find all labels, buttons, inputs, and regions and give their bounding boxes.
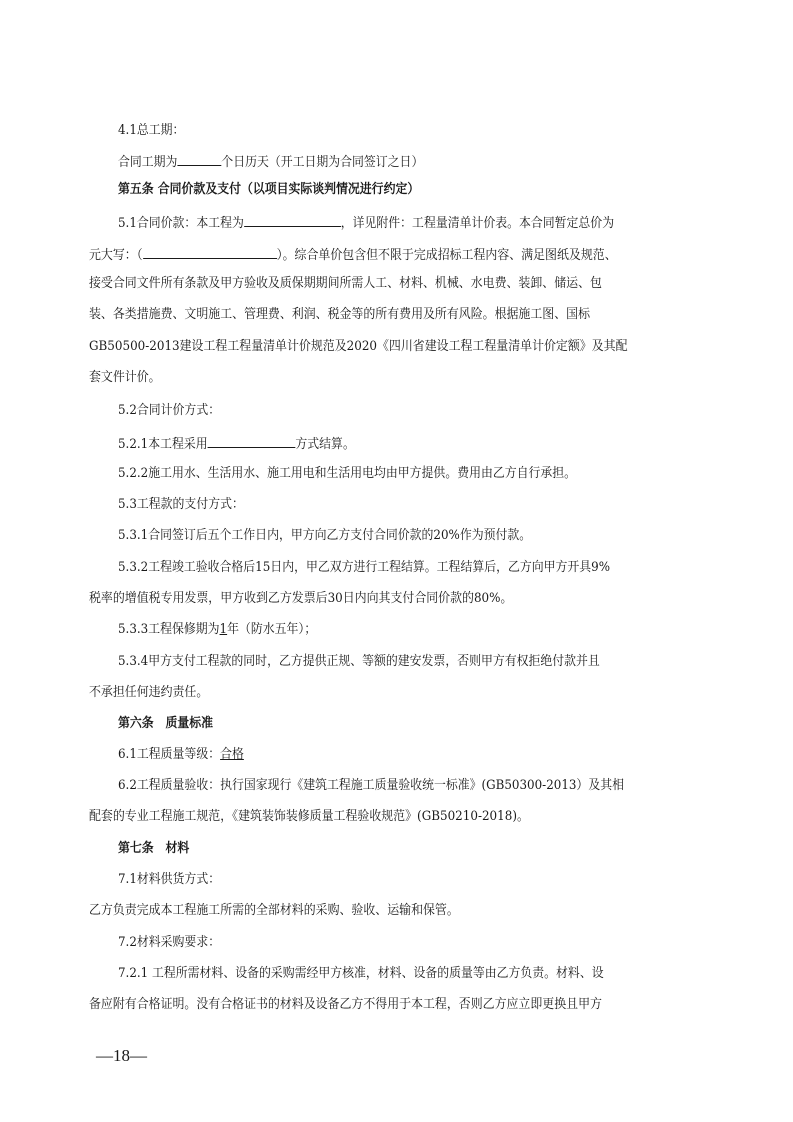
clause-text: 合同工期为 bbox=[118, 155, 178, 170]
clause-5-1-cont bbox=[0, 245, 793, 264]
clause-5-3-2: 5.3.2工程竣工验收合格后15日内，甲乙双方进行工程结算。工程结算后，乙方向甲方开具9% bbox=[118, 560, 611, 575]
heading-text: 第五条 合同价款及支付（以项目实际谈判情况进行约定） bbox=[118, 182, 420, 197]
amount-blank bbox=[143, 245, 277, 259]
clause-text: ，详见附件：工程量清单计价表。本合同暂定总价为 bbox=[340, 216, 615, 231]
clause-7-2-1: 7.2.1 工程所需材料、设备的采购需经甲方核准，材料、设备的质量等由乙方负责。材料、设 bbox=[118, 966, 604, 981]
clause-5-2: 5.2合同计价方式： bbox=[118, 403, 221, 418]
clause-text: 个日历天（开工日期为合同签订之日） bbox=[221, 155, 424, 170]
clause-5-2-1: 5.2.1本工程采用 方式结算。 bbox=[0, 434, 793, 453]
body-line: GB50500-2013建设工程工程量清单计价规范及2020《四川省建设工程工程量清单计价定额》及其配 bbox=[89, 339, 628, 354]
clause-6-1: 6.1工程质量等级：合格 bbox=[118, 747, 244, 762]
clause-5-2-2: 5.2.2施工用水、生活用水、施工用电和生活用电均由甲方提供。费用由乙方自行承担。 bbox=[118, 466, 577, 481]
clause-6-2: 6.2工程质量验收：执行国家现行《建筑工程施工质量验收统一标准》(GB50300-2013）及其相 bbox=[118, 778, 624, 793]
method-blank bbox=[208, 434, 296, 448]
section-5-heading bbox=[0, 182, 793, 198]
project-blank bbox=[244, 213, 341, 227]
clause-text: 元大写：（ bbox=[89, 248, 143, 263]
body-line: 接受合同文件所有条款及甲方验收及质保期期间所需人工、材料、机械、水电费、装卸、储运、包 bbox=[89, 276, 602, 291]
clause-4-1 bbox=[0, 123, 793, 139]
clause-7-1: 7.1材料供货方式： bbox=[118, 872, 221, 887]
body-line: 配套的专业工程施工规范，《建筑装饰装修质量工程验收规范》(GB50210-2018)。 bbox=[89, 809, 529, 824]
warranty-years: 1 bbox=[219, 622, 228, 637]
clause-5-1 bbox=[0, 213, 793, 232]
body-line: 备应附有合格证明。没有合格证书的材料及设备乙方不得用于本工程，否则乙方应立即更换且甲方 bbox=[89, 997, 602, 1012]
body-line: 不承担任何违约责任。 bbox=[89, 685, 209, 700]
section-7-heading: 第七条 材料 bbox=[118, 841, 190, 856]
body-line: 装、各类措施费、文明施工、管理费、利润、税金等的所有费用及所有风险。根据施工图、国标 bbox=[89, 307, 591, 322]
clause-7-2: 7.2材料采购要求： bbox=[118, 935, 221, 950]
clause-text: 4.1总工期： bbox=[118, 123, 185, 138]
clause-5-3: 5.3工程款的支付方式： bbox=[118, 497, 244, 512]
clause-5-3-3: 5.3.3工程保修期为1年（防水五年）； bbox=[118, 622, 317, 637]
page-number: —18— bbox=[96, 1046, 147, 1065]
clause-5-3-1: 5.3.1合同签订后五个工作日内，甲方向乙方支付合同价款的20%作为预付款。 bbox=[118, 528, 532, 543]
contract-period-line bbox=[0, 152, 793, 171]
clause-5-3-4: 5.3.4甲方支付工程款的同时，乙方提供正规、等额的建安发票，否则甲方有权拒绝付款并且 bbox=[118, 654, 600, 669]
body-line: 乙方负责完成本工程施工所需的全部材料的采购、验收、运输和保管。 bbox=[89, 903, 459, 918]
body-line: 套文件计价。 bbox=[89, 370, 161, 385]
period-blank bbox=[177, 152, 221, 166]
clause-text: ）。综合单价包含但不限于完成招标工程内容、满足图纸及规范、 bbox=[276, 248, 617, 263]
section-6-heading: 第六条 质量标准 bbox=[118, 716, 214, 731]
body-line: 税率的增值税专用发票，甲方收到乙方发票后30日内向其支付合同价款的80%。 bbox=[89, 591, 513, 606]
quality-grade: 合格 bbox=[220, 747, 244, 762]
clause-text: 5.1合同价款：本工程为 bbox=[118, 216, 244, 231]
